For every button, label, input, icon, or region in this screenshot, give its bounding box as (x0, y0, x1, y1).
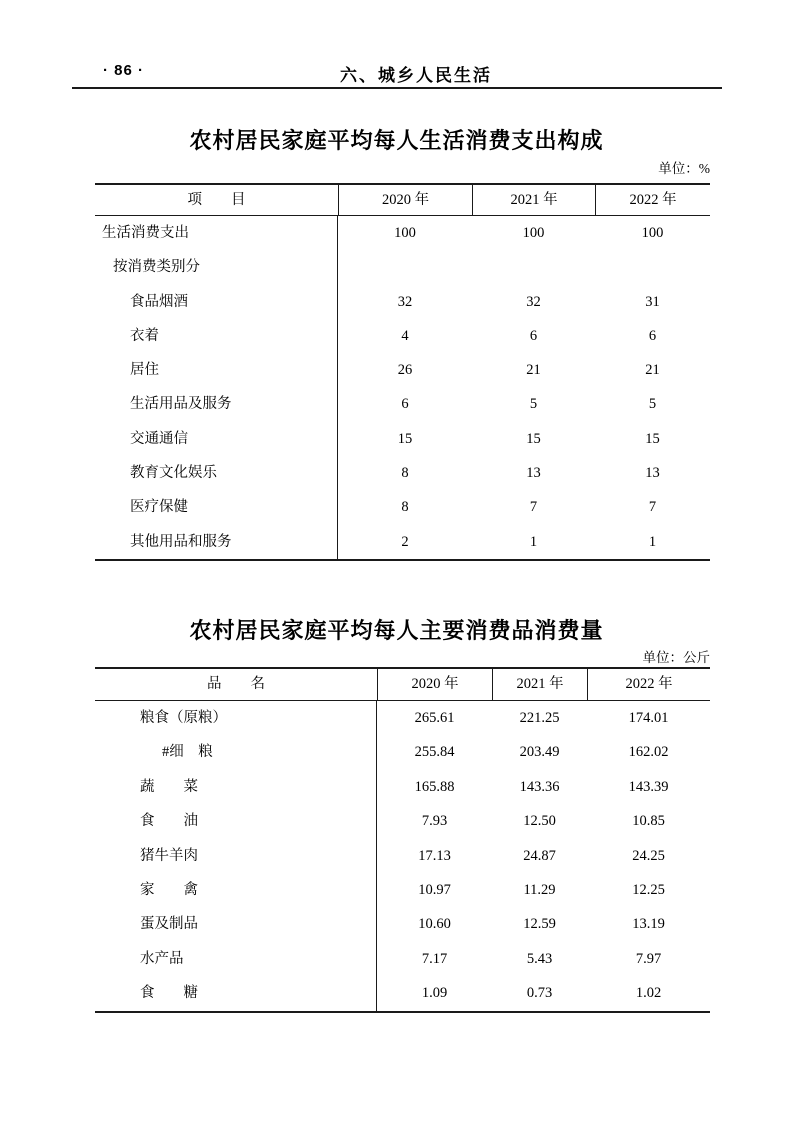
cell-value: 203.49 (519, 744, 560, 761)
cell-value: 15 (645, 430, 660, 447)
row-label: 水产品 (95, 942, 377, 976)
table1-header-2022: 2022 年 (595, 185, 710, 215)
row-label: 医疗保健 (95, 490, 338, 524)
cell-value: 143.36 (519, 778, 560, 795)
table-row (95, 216, 710, 250)
cell-value: 12.59 (523, 916, 556, 933)
cell-value: 162.02 (628, 744, 669, 761)
cell-value: 7 (529, 499, 538, 516)
section-title: 六、城乡人民生活 (340, 66, 492, 85)
cell-value: 6 (401, 396, 409, 413)
row-label: #细 粮 (95, 735, 377, 769)
cell-value: 15 (397, 430, 413, 447)
cell-value: 100 (522, 225, 545, 241)
table-row (95, 490, 710, 524)
cell-value: 8 (401, 465, 409, 482)
cell-value: 24.25 (632, 847, 665, 864)
table-row (95, 319, 710, 353)
table1-header-2021: 2021 年 (472, 185, 595, 215)
row-label: 衣着 (95, 319, 338, 353)
row-label: 蔬 菜 (95, 770, 377, 804)
cell-value: 13 (645, 465, 660, 482)
cell-value: 0.73 (526, 985, 553, 1002)
cell-value: 8 (401, 499, 409, 516)
cell-value: 2 (401, 533, 409, 550)
row-label: 粮食（原粮） (95, 701, 377, 735)
cell-value: 5 (529, 396, 538, 413)
row-label: 教育文化娱乐 (95, 456, 338, 490)
table2 (95, 667, 710, 1013)
table2-unit: 单位：公斤 (642, 650, 710, 665)
table-row (95, 387, 710, 421)
table-row (95, 525, 710, 559)
cell-value: 26 (397, 362, 413, 379)
cell-value: 32 (526, 293, 541, 310)
cell-value: 31 (645, 293, 660, 310)
cell-value: 265.61 (414, 710, 455, 726)
cell-value (338, 250, 472, 284)
table1 (95, 183, 710, 561)
table-row (95, 285, 710, 319)
row-label: 食 油 (95, 804, 377, 838)
row-label: 其他用品和服务 (95, 525, 338, 559)
row-label: 猪牛羊肉 (95, 839, 377, 873)
table1-body (95, 216, 710, 561)
table-row (95, 353, 710, 387)
cell-value: 6 (648, 327, 657, 344)
cell-value: 1 (648, 533, 657, 550)
table2-header-item: 品 名 (207, 676, 265, 692)
table-row (95, 456, 710, 490)
cell-value: 10.60 (418, 916, 451, 933)
cell-value: 100 (641, 225, 664, 241)
cell-value: 10.97 (418, 881, 451, 898)
table2-header-2022: 2022 年 (587, 669, 710, 700)
row-label: 按消费类别分 (95, 250, 338, 284)
cell-value: 7 (648, 499, 657, 516)
table2-header-2021: 2021 年 (492, 669, 587, 700)
table1-title: 农村居民家庭平均每人生活消费支出构成 (189, 128, 604, 153)
table-row (95, 873, 710, 907)
page-number: · 86 · (103, 62, 145, 79)
cell-value: 13 (526, 465, 541, 482)
cell-value (595, 250, 710, 284)
cell-value: 6 (529, 327, 538, 344)
cell-value (472, 250, 595, 284)
row-label: 交通通信 (95, 422, 338, 456)
cell-value: 12.25 (632, 881, 665, 898)
row-label: 家 禽 (95, 873, 377, 907)
cell-value: 174.01 (628, 710, 669, 726)
cell-value: 4 (401, 327, 409, 344)
table2-body (95, 701, 710, 1013)
table-row (95, 422, 710, 456)
table-row (95, 839, 710, 873)
cell-value: 1.02 (635, 985, 662, 1002)
cell-value: 10.85 (632, 813, 665, 830)
cell-value: 255.84 (414, 744, 455, 761)
cell-value: 1.09 (421, 985, 448, 1002)
table-row (95, 250, 710, 284)
table-row (95, 976, 710, 1010)
cell-value: 165.88 (414, 778, 455, 795)
row-label: 蛋及制品 (95, 907, 377, 941)
header-rule (72, 87, 722, 89)
table2-header-2020: 2020 年 (377, 669, 492, 700)
row-label: 生活用品及服务 (95, 387, 338, 421)
table1-header-row (95, 185, 710, 216)
cell-value: 32 (397, 293, 413, 310)
cell-value: 7.17 (421, 950, 448, 967)
cell-value: 221.25 (519, 710, 560, 726)
cell-value: 13.19 (632, 916, 665, 933)
cell-value: 21 (526, 362, 541, 379)
cell-value: 7.97 (635, 950, 662, 967)
table-row (95, 701, 710, 735)
cell-value: 100 (394, 225, 416, 241)
row-label: 食品烟酒 (95, 285, 338, 319)
cell-value: 24.87 (523, 847, 556, 864)
table-row (95, 804, 710, 838)
cell-value: 15 (526, 430, 541, 447)
cell-value: 7.93 (421, 813, 448, 830)
table1-unit: 单位：% (658, 161, 710, 176)
row-label: 食 糖 (95, 976, 377, 1010)
row-label: 生活消费支出 (95, 216, 338, 250)
table-row (95, 770, 710, 804)
cell-value: 12.50 (523, 813, 556, 830)
table2-title: 农村居民家庭平均每人主要消费品消费量 (189, 618, 604, 643)
cell-value: 11.29 (523, 881, 556, 898)
cell-value: 5.43 (526, 950, 553, 967)
row-label: 居住 (95, 353, 338, 387)
cell-value: 1 (529, 533, 538, 550)
table-row (95, 735, 710, 769)
table1-header-2020: 2020 年 (338, 185, 472, 215)
table-row (95, 942, 710, 976)
cell-value: 17.13 (418, 847, 451, 864)
cell-value: 21 (645, 362, 660, 379)
cell-value: 5 (648, 396, 657, 413)
cell-value: 143.39 (628, 778, 669, 795)
table1-header-item: 项 目 (187, 192, 246, 208)
table2-header-row (95, 669, 710, 701)
table-row (95, 907, 710, 941)
